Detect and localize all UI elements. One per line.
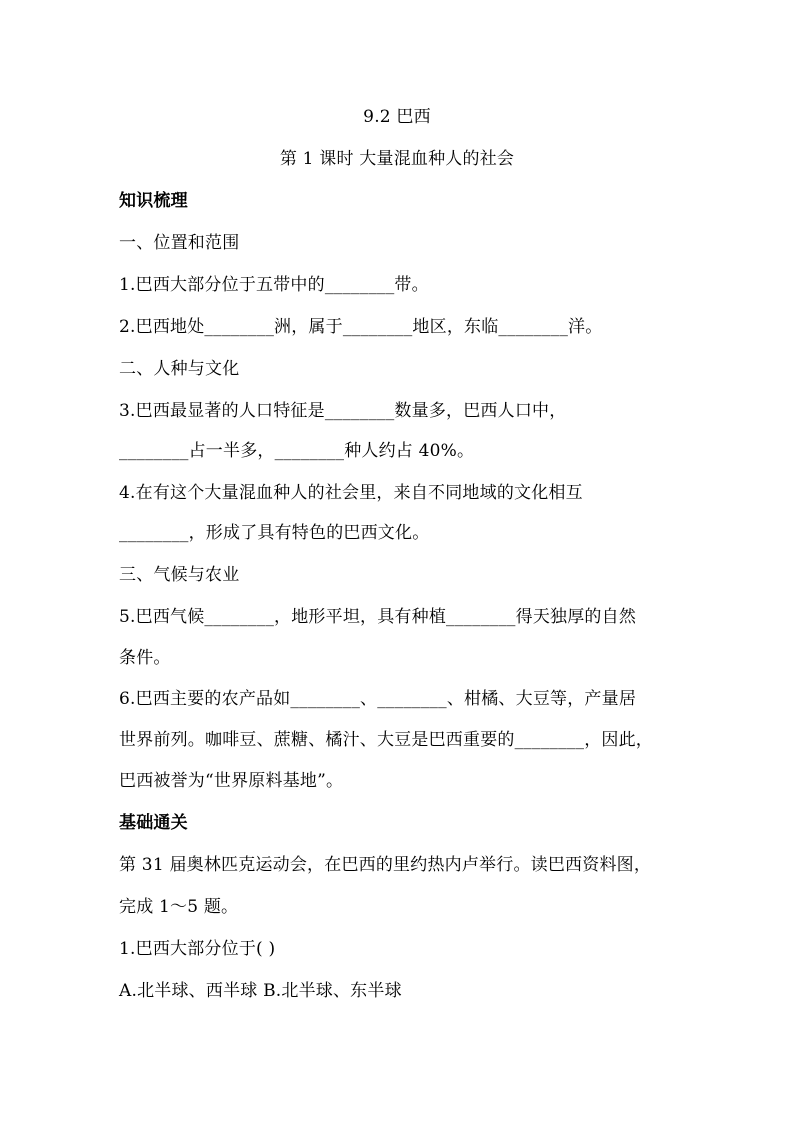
- subsection-climate-agriculture: 三、气候与农业: [119, 565, 240, 585]
- basics-question-1: 1.巴西大部分位于( ): [119, 939, 276, 959]
- question-3-line-2: ________占一半多，________种人约占 40%。: [119, 441, 475, 461]
- question-5-line-2: 条件。: [119, 648, 171, 668]
- page-subtitle: 第 1 课时 大量混血种人的社会: [279, 149, 515, 169]
- question-6-line-3: 巴西被誉为“世界原料基地”。: [119, 771, 344, 791]
- question-6-line-2: 世界前列。咖啡豆、蔗糖、橘汁、大豆是巴西重要的________，因此，: [119, 730, 653, 750]
- question-2: 2.巴西地处________洲，属于________地区，东临________洋。: [119, 317, 603, 337]
- section-heading-knowledge: 知识梳理: [119, 191, 188, 211]
- section-heading-basics: 基础通关: [119, 813, 188, 833]
- subsection-race-culture: 二、人种与文化: [119, 359, 240, 379]
- basics-question-1-options: A.北半球、西半球 B.北半球、东半球: [119, 981, 402, 1001]
- question-5-line-1: 5.巴西气候________，地形平坦，具有种植________得天独厚的自然: [119, 607, 637, 627]
- question-4-line-1: 4.在有这个大量混血种人的社会里，来自不同地域的文化相互: [119, 483, 583, 503]
- subsection-location: 一、位置和范围: [119, 233, 240, 253]
- page-title: 9.2 巴西: [363, 107, 431, 127]
- basics-intro-line-2: 完成 1～5 题。: [119, 897, 239, 917]
- question-3-line-1: 3.巴西最显著的人口特征是________数量多，巴西人口中，: [119, 401, 567, 421]
- question-1: 1.巴西大部分位于五带中的________带。: [119, 275, 429, 295]
- question-4-line-2: ________，形成了具有特色的巴西文化。: [119, 523, 430, 543]
- basics-intro-line-1: 第 31 届奥林匹克运动会，在巴西的里约热内卢举行。读巴西资料图，: [119, 855, 652, 875]
- question-6-line-1: 6.巴西主要的农产品如________、________、柑橘、大豆等，产量居: [119, 689, 637, 709]
